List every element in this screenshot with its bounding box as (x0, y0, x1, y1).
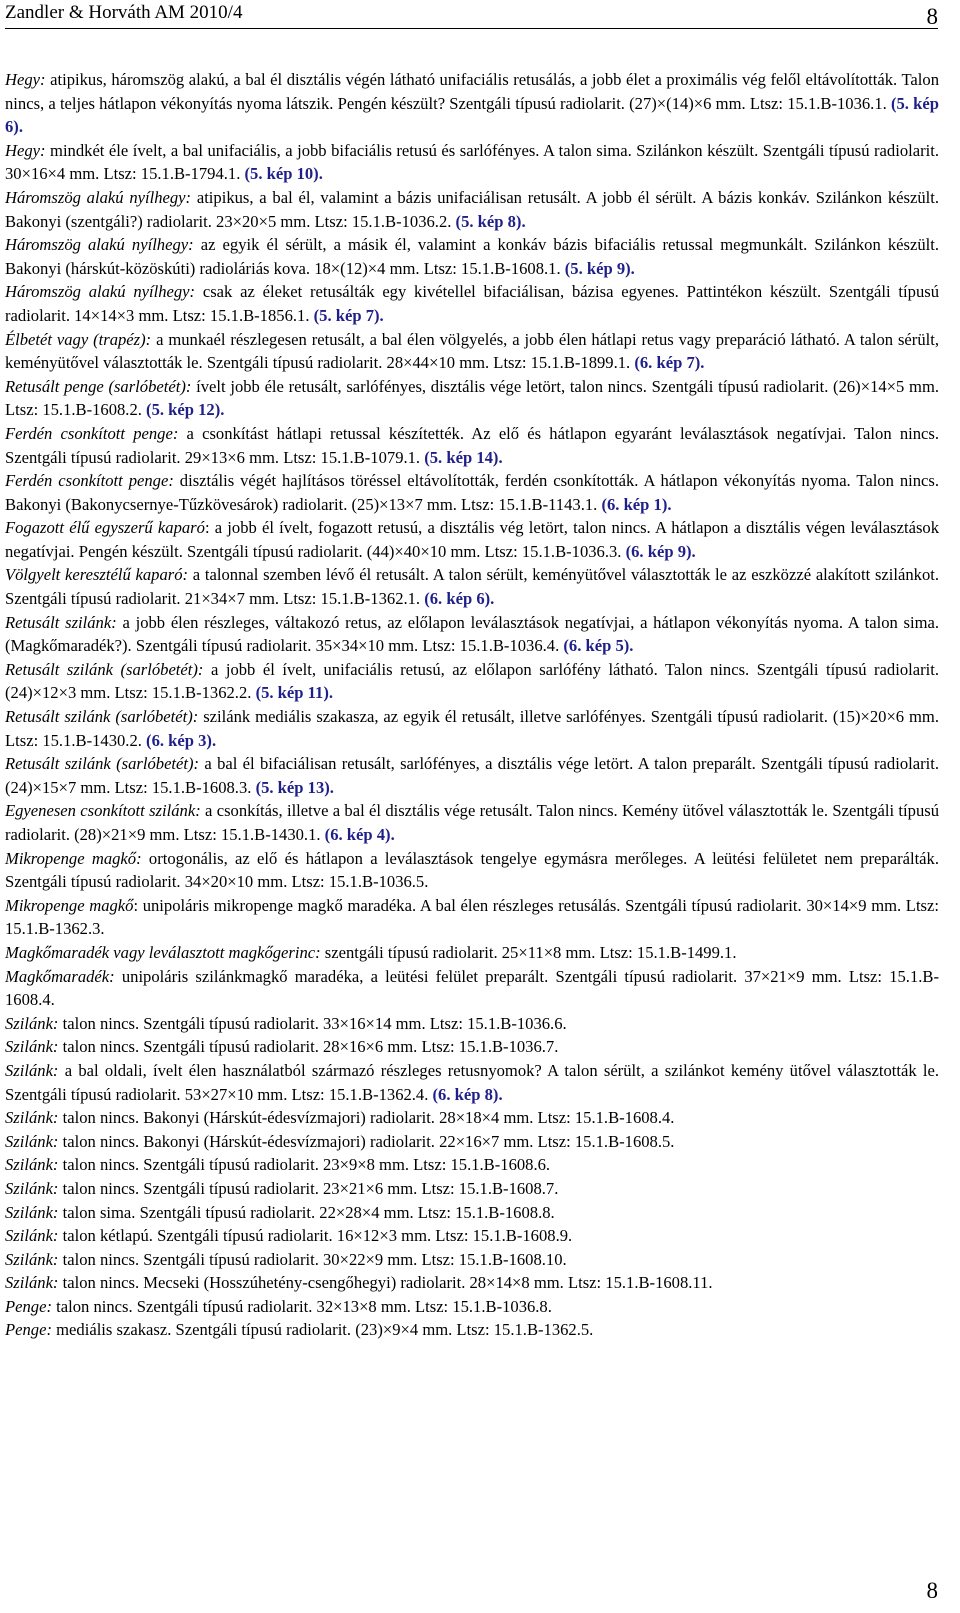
catalog-entry (5, 375, 939, 422)
figure-reference: (6. kép 6). (424, 589, 495, 609)
entry-term: Retusált szilánk (sarlóbetét): (5, 754, 200, 774)
entry-term: Szilánk: (5, 1249, 59, 1269)
entry-term: Szilánk: (5, 1013, 59, 1033)
figure-reference: (6. kép 5). (563, 636, 634, 656)
entry-description: szilánk mediális szakasza, az egyik él retusált, illetve sarlófényes. Szentgáli típusú radiolarit. (15)×20×6 mm. Ltsz: 15.1.B-1430.2. (5, 707, 939, 750)
running-header (5, 2, 938, 29)
entry-term: Retusált szilánk (sarlóbetét): (5, 659, 204, 679)
entry-description: a talonnal szemben lévő él retusált. A talon sérült, keményütővel választották le az eszközzé alakított szilánkot. Szentgáli típusú radiolarit. 21×34×7 mm. Ltsz: 15.1.B-1362.1. (5, 565, 939, 609)
entry-term: Mikropenge magkő (5, 895, 134, 915)
entry-description: csak az éleket retusálták egy kivétellel bifaciálisan, bázisa egyenes. Pattintékon készült. Szentgáli típusú radiolarit. 14×14×3 mm. Ltsz: 15.1.B-1856.1. (5, 282, 939, 325)
entry-term: Mikropenge magkő: (5, 848, 142, 868)
entry-term: Hegy: (5, 70, 46, 89)
catalog-entry (5, 705, 939, 752)
catalog-entry (5, 847, 939, 894)
catalog-entry (5, 280, 939, 327)
entry-term: Háromszög alakú nyílhegy: (5, 282, 196, 302)
entry-description: a munkaél részlegesen retusált, a bal élen völgyelés, a jobb élen hátlapi retus vagy preparáció látható. A talon sérült, keményütővel választották le. Szentgáli típusú radiolarit. 28×44×10 mm. Ltsz: 15.1.B-1899.1. (5, 329, 939, 373)
catalog-entry (5, 1248, 939, 1272)
entry-term: Szilánk: (5, 1060, 59, 1080)
figure-reference: (5. kép 8). (455, 211, 526, 231)
entry-term: Háromszög alakú nyílhegy: (5, 187, 192, 207)
entry-description: az egyik él sérült, a másik él, valamint a konkáv bázis bifaciális retussal megmunkált. Szilánkon készült. Bakonyi (hárskút-közöskúti) radioláriás kova. 18×(12)×4 mm. Ltsz: 15.1.B-1608.1. (5, 235, 939, 278)
catalog-entry (5, 422, 939, 469)
entry-description: talon nincs. Bakonyi (Hárskút-édesvízmajori) radiolarit. 28×18×4 mm. Ltsz: 15.1.B-1608.4. (58, 1108, 675, 1128)
entry-description: talon nincs. Bakonyi (Hárskút-édesvízmajori) radiolarit. 22×16×7 mm. Ltsz: 15.1.B-1608.5. (58, 1131, 675, 1151)
entry-description: a jobb élen részleges, váltakozó retus, az előlapon leválasztások negatívjai, a hátlapon vékonyítás nyoma. A talon sima. (Magkőmaradék?). Szentgáli típusú radiolarit. 35×34×10 mm. Ltsz: 15.1.B-1036.4. (5, 612, 940, 656)
entry-description: : unipoláris mikropenge magkő maradéka. A bal élen részleges retusálás. Szentgáli típusú radiolarit. 30×14×9 mm. Ltsz: 15.1.B-1362.3. (5, 895, 939, 939)
entry-description: atipikus, háromszög alakú, a bal él disztális végén látható unifaciális retusálás, a jobb élet a proximális vég felől eltávolították. Talon nincs, a teljes hátlapon vékonyítás nyoma látszik. Pengén készült? Szentgáli típusú radiolarit. (27)×(14)×6 mm. Ltsz: 15.1.B-1036.1. (5, 70, 939, 113)
entry-term: Szilánk: (5, 1131, 59, 1151)
catalog-entry (5, 658, 939, 705)
entry-term: Egyenesen csonkított szilánk: (5, 801, 201, 821)
catalog-entry (5, 1177, 939, 1201)
footer-page-number: 8 (926, 1578, 938, 1603)
catalog-entry (5, 1106, 939, 1130)
entry-term: Élbetét vagy (trapéz): (5, 329, 152, 349)
figure-reference: (5. kép 13). (255, 777, 334, 797)
entry-term: Szilánk: (5, 1226, 59, 1246)
catalog-entry (5, 563, 939, 610)
figure-reference: (6. kép 4). (324, 825, 395, 844)
entry-term: Retusált szilánk (sarlóbetét): (5, 707, 199, 727)
entry-term: Ferdén csonkított penge: (5, 423, 179, 443)
catalog-entry (5, 1153, 939, 1177)
entry-term: Retusált penge (sarlóbetét): (5, 376, 192, 396)
entry-term: Retusált szilánk: (5, 612, 117, 632)
entry-term: Penge: (5, 1320, 52, 1340)
entry-term: Magkőmaradék: (5, 966, 115, 986)
catalog-entry (5, 965, 939, 1012)
entry-term: Szilánk: (5, 1155, 59, 1175)
entry-description: : a jobb él ívelt, fogazott retusú, a disztális vég letört, talon nincs. A hátlapon a disztális végen leválasztások negatívjai. Pengén készült. Szentgáli típusú radiolarit. (44)×40×10 mm. Ltsz: 15.1.B-1036.3. (5, 518, 939, 561)
entry-description: mindkét éle ívelt, a bal unifaciális, a jobb bifaciális retusú és sarlófényes. A talon sima. Szilánkon készült. Szentgáli típusú radiolarit. 30×16×4 mm. Ltsz: 15.1.B-1794.1. (5, 140, 939, 184)
entry-description: talon sima. Szentgáli típusú radiolarit. 22×28×4 mm. Ltsz: 15.1.B-1608.8. (58, 1202, 555, 1222)
figure-reference: (6. kép 8). (432, 1084, 503, 1104)
entry-term: Szilánk: (5, 1037, 59, 1057)
entry-description: a bal él bifaciálisan retusált, sarlófényes, a disztális vége letört. A talon preparált. Szentgáli típusú radiolarit. (24)×15×7 mm. Ltsz: 15.1.B-1608.3. (5, 754, 939, 797)
catalog-entry (5, 469, 939, 516)
figure-reference: (5. kép 6). (5, 93, 939, 137)
catalog-entry (5, 328, 939, 375)
catalog-entry (5, 1318, 939, 1342)
entry-description: ívelt jobb éle retusált, sarlófényes, disztális vége letört, talon nincs. Szentgáli típusú radiolarit. (26)×14×5 mm. Ltsz: 15.1.B-1608.2. (5, 376, 939, 420)
catalog-entry (5, 516, 939, 563)
figure-reference: (5. kép 14). (424, 447, 503, 467)
entry-description: disztális végét hajlításos töréssel eltávolították, ferdén csonkították. A hátlapon vékonyítás nyoma. Talon nincs. Bakonyi (Bakonycsernye-Tűzkövesárok) radiolarit. (25)×13×7 mm. Ltsz: 15.1.B-1143.1. (5, 471, 940, 514)
entry-description: a bal oldali, ívelt élen használatból származó részleges retusnyomok? A talon sérült, a szilánkot kemény ütővel választották le. Szentgáli típusú radiolarit. 53×27×10 mm. Ltsz: 15.1.B-1362.4. (5, 1060, 939, 1104)
catalog-entry (5, 1224, 939, 1248)
figure-reference: (6. kép 3). (146, 730, 217, 750)
entry-description: a csonkítás, illetve a bal él disztális vége retusált. Talon nincs. Kemény ütővel választották le. Szentgáli típusú radiolarit. (28)×21×9 mm. Ltsz: 15.1.B-1430.1. (5, 801, 940, 844)
entry-term: Fogazott élű egyszerű kaparó (5, 518, 205, 538)
entry-description: ortogonális, az elő és hátlapon a leválasztások tengelye egymásra merőleges. A leütési felületet nem preparálták. Szentgáli típusú radiolarit. 34×20×10 mm. Ltsz: 15.1.B-1036.5. (5, 848, 939, 892)
catalog-entries (5, 68, 939, 1342)
catalog-entry (5, 1271, 939, 1295)
entry-term: Háromszög alakú nyílhegy: (5, 235, 194, 255)
entry-term: Magkőmaradék vagy leválasztott magkőgerinc: (5, 942, 321, 962)
entry-term: Szilánk: (5, 1202, 59, 1222)
entry-description: mediális szakasz. Szentgáli típusú radiolarit. (23)×9×4 mm. Ltsz: 15.1.B-1362.5. (52, 1320, 594, 1340)
catalog-entry (5, 139, 939, 186)
entry-term: Völgyelt keresztélű kaparó: (5, 565, 189, 585)
catalog-entry (5, 752, 939, 799)
entry-description: a jobb él ívelt, unifaciális retusú, az előlapon sarlófény látható. Talon nincs. Szentgáli típusú radiolarit. (24)×12×3 mm. Ltsz: 15.1.B-1362.2. (5, 659, 939, 703)
entry-description: szentgáli típusú radiolarit. 25×11×8 mm. Ltsz: 15.1.B-1499.1. (320, 942, 737, 962)
entry-description: talon kétlapú. Szentgáli típusú radiolarit. 16×12×3 mm. Ltsz: 15.1.B-1608.9. (58, 1226, 573, 1246)
entry-term: Hegy: (5, 140, 46, 160)
entry-description: talon nincs. Szentgáli típusú radiolarit. 30×22×9 mm. Ltsz: 15.1.B-1608.10. (58, 1249, 567, 1269)
catalog-entry (5, 799, 939, 846)
catalog-entry (5, 68, 939, 139)
entry-term: Ferdén csonkított penge: (5, 471, 174, 491)
catalog-entry (5, 233, 939, 280)
entry-description: talon nincs. Szentgáli típusú radiolarit. 32×13×8 mm. Ltsz: 15.1.B-1036.8. (52, 1296, 552, 1316)
catalog-entry (5, 1130, 939, 1154)
entry-description: a csonkítást hátlapi retussal készítették. Az elő és hátlapon egyaránt leválasztások negatívjai. Talon nincs. Szentgáli típusú radiolarit. 29×13×6 mm. Ltsz: 15.1.B-1079.1. (5, 423, 939, 467)
entry-description: talon nincs. Szentgáli típusú radiolarit. 23×9×8 mm. Ltsz: 15.1.B-1608.6. (58, 1155, 551, 1175)
catalog-entry (5, 894, 939, 941)
catalog-entry (5, 1295, 939, 1319)
figure-reference: (5. kép 10). (244, 164, 323, 184)
entry-term: Szilánk: (5, 1178, 59, 1198)
catalog-entry (5, 611, 939, 658)
entry-description: talon nincs. Szentgáli típusú radiolarit. 28×16×6 mm. Ltsz: 15.1.B-1036.7. (58, 1037, 559, 1057)
entry-description: atipikus, a bal él, valamint a bázis unifaciálisan retusált. A jobb él sérült. A bázis konkáv. Szilánkon készült. Bakonyi (szentgáli?) radiolarit. 23×20×5 mm. Ltsz: 15.1.B-1036.2. (5, 187, 939, 231)
entry-term: Szilánk: (5, 1108, 59, 1128)
header-page-number: 8 (926, 4, 938, 29)
entry-description: talon nincs. Mecseki (Hosszúhetény-csengőhegyi) radiolarit. 28×14×8 mm. Ltsz: 15.1.B-1608.11. (58, 1273, 713, 1293)
figure-reference: (6. kép 7). (634, 353, 705, 373)
figure-reference: (5. kép 9). (564, 258, 635, 278)
figure-reference: (5. kép 12). (146, 400, 225, 420)
figure-reference: (5. kép 7). (313, 305, 384, 325)
entry-term: Penge: (5, 1296, 52, 1316)
figure-reference: (6. kép 1). (601, 494, 672, 514)
catalog-entry (5, 941, 939, 965)
entry-description: unipoláris szilánkmagkő maradéka, a leütési felület preparált. Szentgáli típusú radiolarit. 37×21×9 mm. Ltsz: 15.1.B-1608.4. (5, 966, 939, 1010)
catalog-entry (5, 1012, 939, 1036)
catalog-entry (5, 186, 939, 233)
figure-reference: (5. kép 11). (255, 683, 334, 703)
catalog-entry (5, 1035, 939, 1059)
entry-description: talon nincs. Szentgáli típusú radiolarit. 33×16×14 mm. Ltsz: 15.1.B-1036.6. (58, 1013, 567, 1033)
header-journal-citation: Zandler & Horváth AM 2010/4 (5, 2, 243, 23)
catalog-entry (5, 1059, 939, 1106)
figure-reference: (6. kép 9). (625, 541, 696, 561)
entry-term: Szilánk: (5, 1273, 59, 1293)
catalog-entry (5, 1201, 939, 1225)
entry-description: talon nincs. Szentgáli típusú radiolarit. 23×21×6 mm. Ltsz: 15.1.B-1608.7. (58, 1178, 559, 1198)
